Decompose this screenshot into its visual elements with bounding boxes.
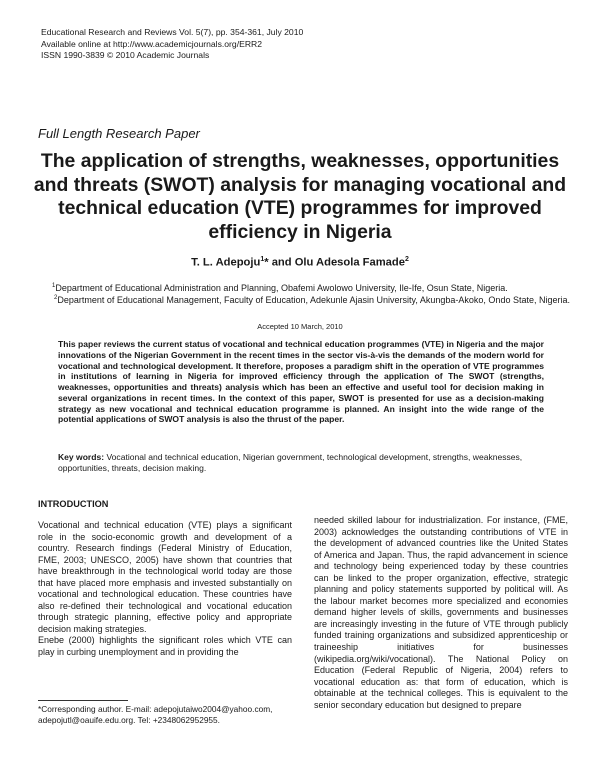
journal-online-link: Available online at http://www.academicjournals.org/ERR2 xyxy=(41,38,263,49)
author-1-name: T. L. Adepoju xyxy=(191,256,261,269)
author-line xyxy=(0,256,600,269)
author-1-affil-sup: 1 xyxy=(260,256,265,263)
affiliation-2 xyxy=(52,292,572,306)
intro-paragraph-2: Enebe (2000) highlights the significant roles which VTE can play in curbing unemployment and in providing the xyxy=(38,635,292,658)
keywords-text: Vocational and technical education, Nigerian government, technological development, strengths, weaknesses, opportunities, threats, decision making. xyxy=(58,452,523,474)
body-column-right xyxy=(314,515,568,711)
affiliation-1-number: 1 xyxy=(52,283,56,289)
footnote xyxy=(38,704,298,726)
body-column-left xyxy=(38,520,292,659)
footnote-divider xyxy=(38,700,128,701)
corresponding-mark: * xyxy=(264,256,269,269)
affiliation-2-text: Department of Educational Management, Faculty of Education, Adekunle Ajasin University, Akungba-Akoko, Ondo State, Nigeria. xyxy=(57,295,570,305)
abstract: This paper reviews the current status of vocational and technical education programmes (VTE) in Nigeria and the major innovations of the Nigerian Government in the recent times in the sector vis-à-vis the demands of the modern world for vocational and technological development. It therefore, proposes a paradigm shift in the operation of VTE programmes in institutions of learning in Nigeria for improved efficiency through the application of The SWOT (strengths, weaknesses, opportunities and threats) analysis which has been an effective and useful tool for decision making in several organizations in recent times. In the context of this paper, SWOT is presented for use as a decision-making strategy as new vocational and technical education programme is planned. An insight into the wide range of the potential applications of SWOT analysis is also the thrust of the paper. xyxy=(58,339,544,425)
journal-issn: ISSN 1990-3839 © 2010 Academic Journals xyxy=(41,50,210,60)
paper-title: The application of strengths, weaknesses, opportunities and threats (SWOT) analysis for managing vocational and technical education (VTE) programmes for improved efficiency in Nigeria xyxy=(33,150,567,243)
affiliation-1-text: Department of Educational Administration and Planning, Obafemi Awolowo University, Ile-Ife, Osun State, Nigeria. xyxy=(55,283,508,293)
affiliation-2-number: 2 xyxy=(54,295,58,301)
keywords-label: Key words: xyxy=(58,452,105,462)
accepted-date: Accepted 10 March, 2010 xyxy=(257,322,343,331)
footnote-line-1: *Corresponding author. E-mail: adepojutaiwo2004@yahoo.com, xyxy=(38,704,273,714)
keywords xyxy=(58,452,544,475)
intro-paragraph-3: needed skilled labour for industrialization. For instance, (FME, 2003) acknowledges the outstanding contributions of VTE in the development of advanced countries like the United States of America and Japan. Thus, the rapid advancement in science and technology being experienced today by these countries can be linked to the proper organization, effective, strategic planning and policy statements supported by political will. As the labour market becomes more specialized and economies demand higher levels of skills, governments and businesses are increasingly investing in the future of VTE through publicly funded training organizations and subsidized apprenticeship or traineeship initiatives for businesses (wikipedia.org/wiki/vocational). The National Policy on Education (Federal Republic of Nigeria, 2004) refers to vocational education as: that form of education, which is obtainable at the technical colleges. This is equivalent to the senior secondary education but designed to prepare xyxy=(314,515,568,710)
footnote-line-2: adepojutl@oauife.edu.org. Tel: +2348062952955. xyxy=(38,715,220,725)
journal-header xyxy=(41,27,303,62)
section-heading-introduction: INTRODUCTION xyxy=(38,499,109,509)
author-2-name: Olu Adesola Famade xyxy=(294,256,405,269)
journal-citation: Educational Research and Reviews Vol. 5(7), pp. 354-361, July 2010 xyxy=(41,27,304,37)
paper-type: Full Length Research Paper xyxy=(38,126,200,141)
author-connector: and xyxy=(268,256,295,269)
intro-paragraph-1: Vocational and technical education (VTE) plays a significant role in the socio-economic growth and development of a country. Research findings (Federal Ministry of Education, FME, 2003; UNESCO, 2005) have shown that countries that have breakthrough in the technological world today are those that have placed more emphasis and invested substantially on vocational and technological education. These countries have also re-defined their technological and vocational education through strategic planning, effective policy and appropriate decision making strategies. xyxy=(38,520,292,634)
author-2-affil-sup: 2 xyxy=(404,256,409,263)
